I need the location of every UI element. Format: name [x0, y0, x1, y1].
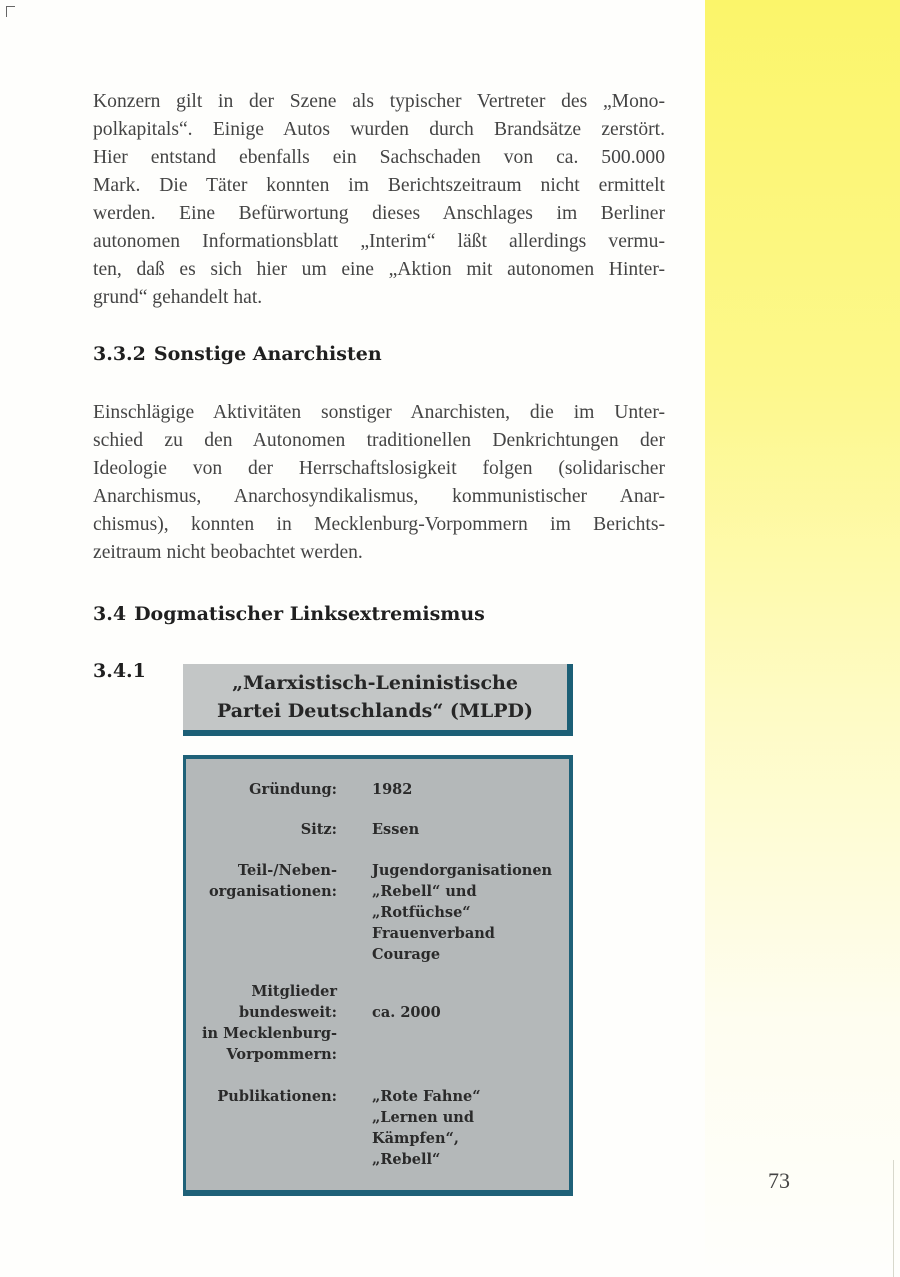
section-heading-3-4: [93, 603, 485, 625]
label-line: Teil-/Neben-: [237, 862, 337, 879]
label-founding: Gründung:: [249, 781, 337, 798]
box-title-line: Partei Deutschlands“ (MLPD): [216, 700, 534, 722]
text-line: polkapitals“. Einige Autos wurden durch Brandsätze zerstört.: [93, 119, 665, 140]
value-line: Courage: [372, 946, 441, 963]
value-line: „Rotfüchse“: [372, 904, 471, 921]
text-line: ten, daß es sich hier um eine „Aktion mit autonomen Hinter-: [93, 259, 665, 280]
label-publications: Publikationen:: [217, 1088, 337, 1105]
text-line: werden. Eine Befürwortung dieses Anschlages im Berliner: [93, 203, 665, 224]
label-sub-organisations: [209, 860, 337, 902]
value-publications: [372, 1086, 481, 1170]
label-line: Mitglieder: [251, 983, 337, 1000]
label-line: in Mecklenburg-: [201, 1025, 337, 1042]
section-title: Dogmatischer Linksextremismus: [134, 603, 485, 625]
text-line: Einschlägige Aktivitäten sonstiger Anarchisten, die im Unter-: [93, 402, 665, 423]
text-line: schied zu den Autonomen traditionellen Denkrichtungen der: [93, 430, 665, 451]
crop-mark: [6, 6, 15, 17]
text-line: Ideologie von der Herrschaftslosigkeit folgen (solidarischer: [93, 458, 665, 479]
label-members: [202, 981, 337, 1065]
text-line: Konzern gilt in der Szene als typischer Vertreter des „Mono-: [93, 91, 665, 112]
label-line: organisationen:: [209, 883, 337, 900]
section-heading-3-3-2: [93, 343, 382, 365]
page-number: 73: [768, 1168, 790, 1193]
value-line: „Lernen und: [372, 1109, 474, 1126]
box-title-line: „Marxistisch-Leninistische: [232, 672, 518, 694]
section-title: Sonstige Anarchisten: [153, 343, 382, 365]
value-line: Kämpfen“,: [372, 1130, 459, 1147]
label-line: bundesweit:: [238, 1004, 337, 1021]
text-line: grund“ gehandelt hat.: [93, 287, 263, 308]
text-line: Mark. Die Täter konnten im Berichtszeitraum nicht ermittelt: [93, 175, 665, 196]
text-line: autonomen Informationsblatt „Interim“ läßt allerdings vermu-: [93, 231, 665, 252]
page-edge-line: [893, 1160, 894, 1277]
section-number: 3.4: [93, 603, 127, 625]
text-line: chismus), konnten in Mecklenburg-Vorpommern im Berichts-: [93, 514, 665, 535]
value-line: „Rebell“: [372, 1151, 441, 1168]
text-line: Hier entstand ebenfalls ein Sachschaden von ca. 500.000: [93, 147, 665, 168]
label-line: Vorpommern:: [226, 1046, 337, 1063]
value-sub-organisations: [372, 860, 552, 965]
value-seat: Essen: [372, 821, 420, 838]
value-line: „Rebell“ und: [372, 883, 477, 900]
value-founding: 1982: [372, 781, 413, 798]
text-line: Anarchismus, Anarchosyndikalismus, kommunistischer Anar-: [93, 486, 665, 507]
label-seat: Sitz:: [300, 821, 337, 838]
value-line: Jugendorganisationen: [372, 862, 553, 879]
text-line: zeitraum nicht beobachtet werden.: [93, 542, 363, 563]
value-members: ca. 2000: [372, 1004, 441, 1021]
anarchists-paragraph: [93, 399, 665, 567]
section-number: 3.3.2: [93, 343, 146, 365]
yellow-margin-band: [705, 0, 900, 1277]
intro-paragraph: [93, 88, 665, 312]
mlpd-info-table: [183, 755, 573, 1196]
value-line: Frauenverband: [372, 925, 495, 942]
value-line: „Rote Fahne“: [372, 1088, 481, 1105]
section-number-3-4-1: 3.4.1: [93, 660, 146, 682]
mlpd-title-box: [183, 664, 573, 736]
